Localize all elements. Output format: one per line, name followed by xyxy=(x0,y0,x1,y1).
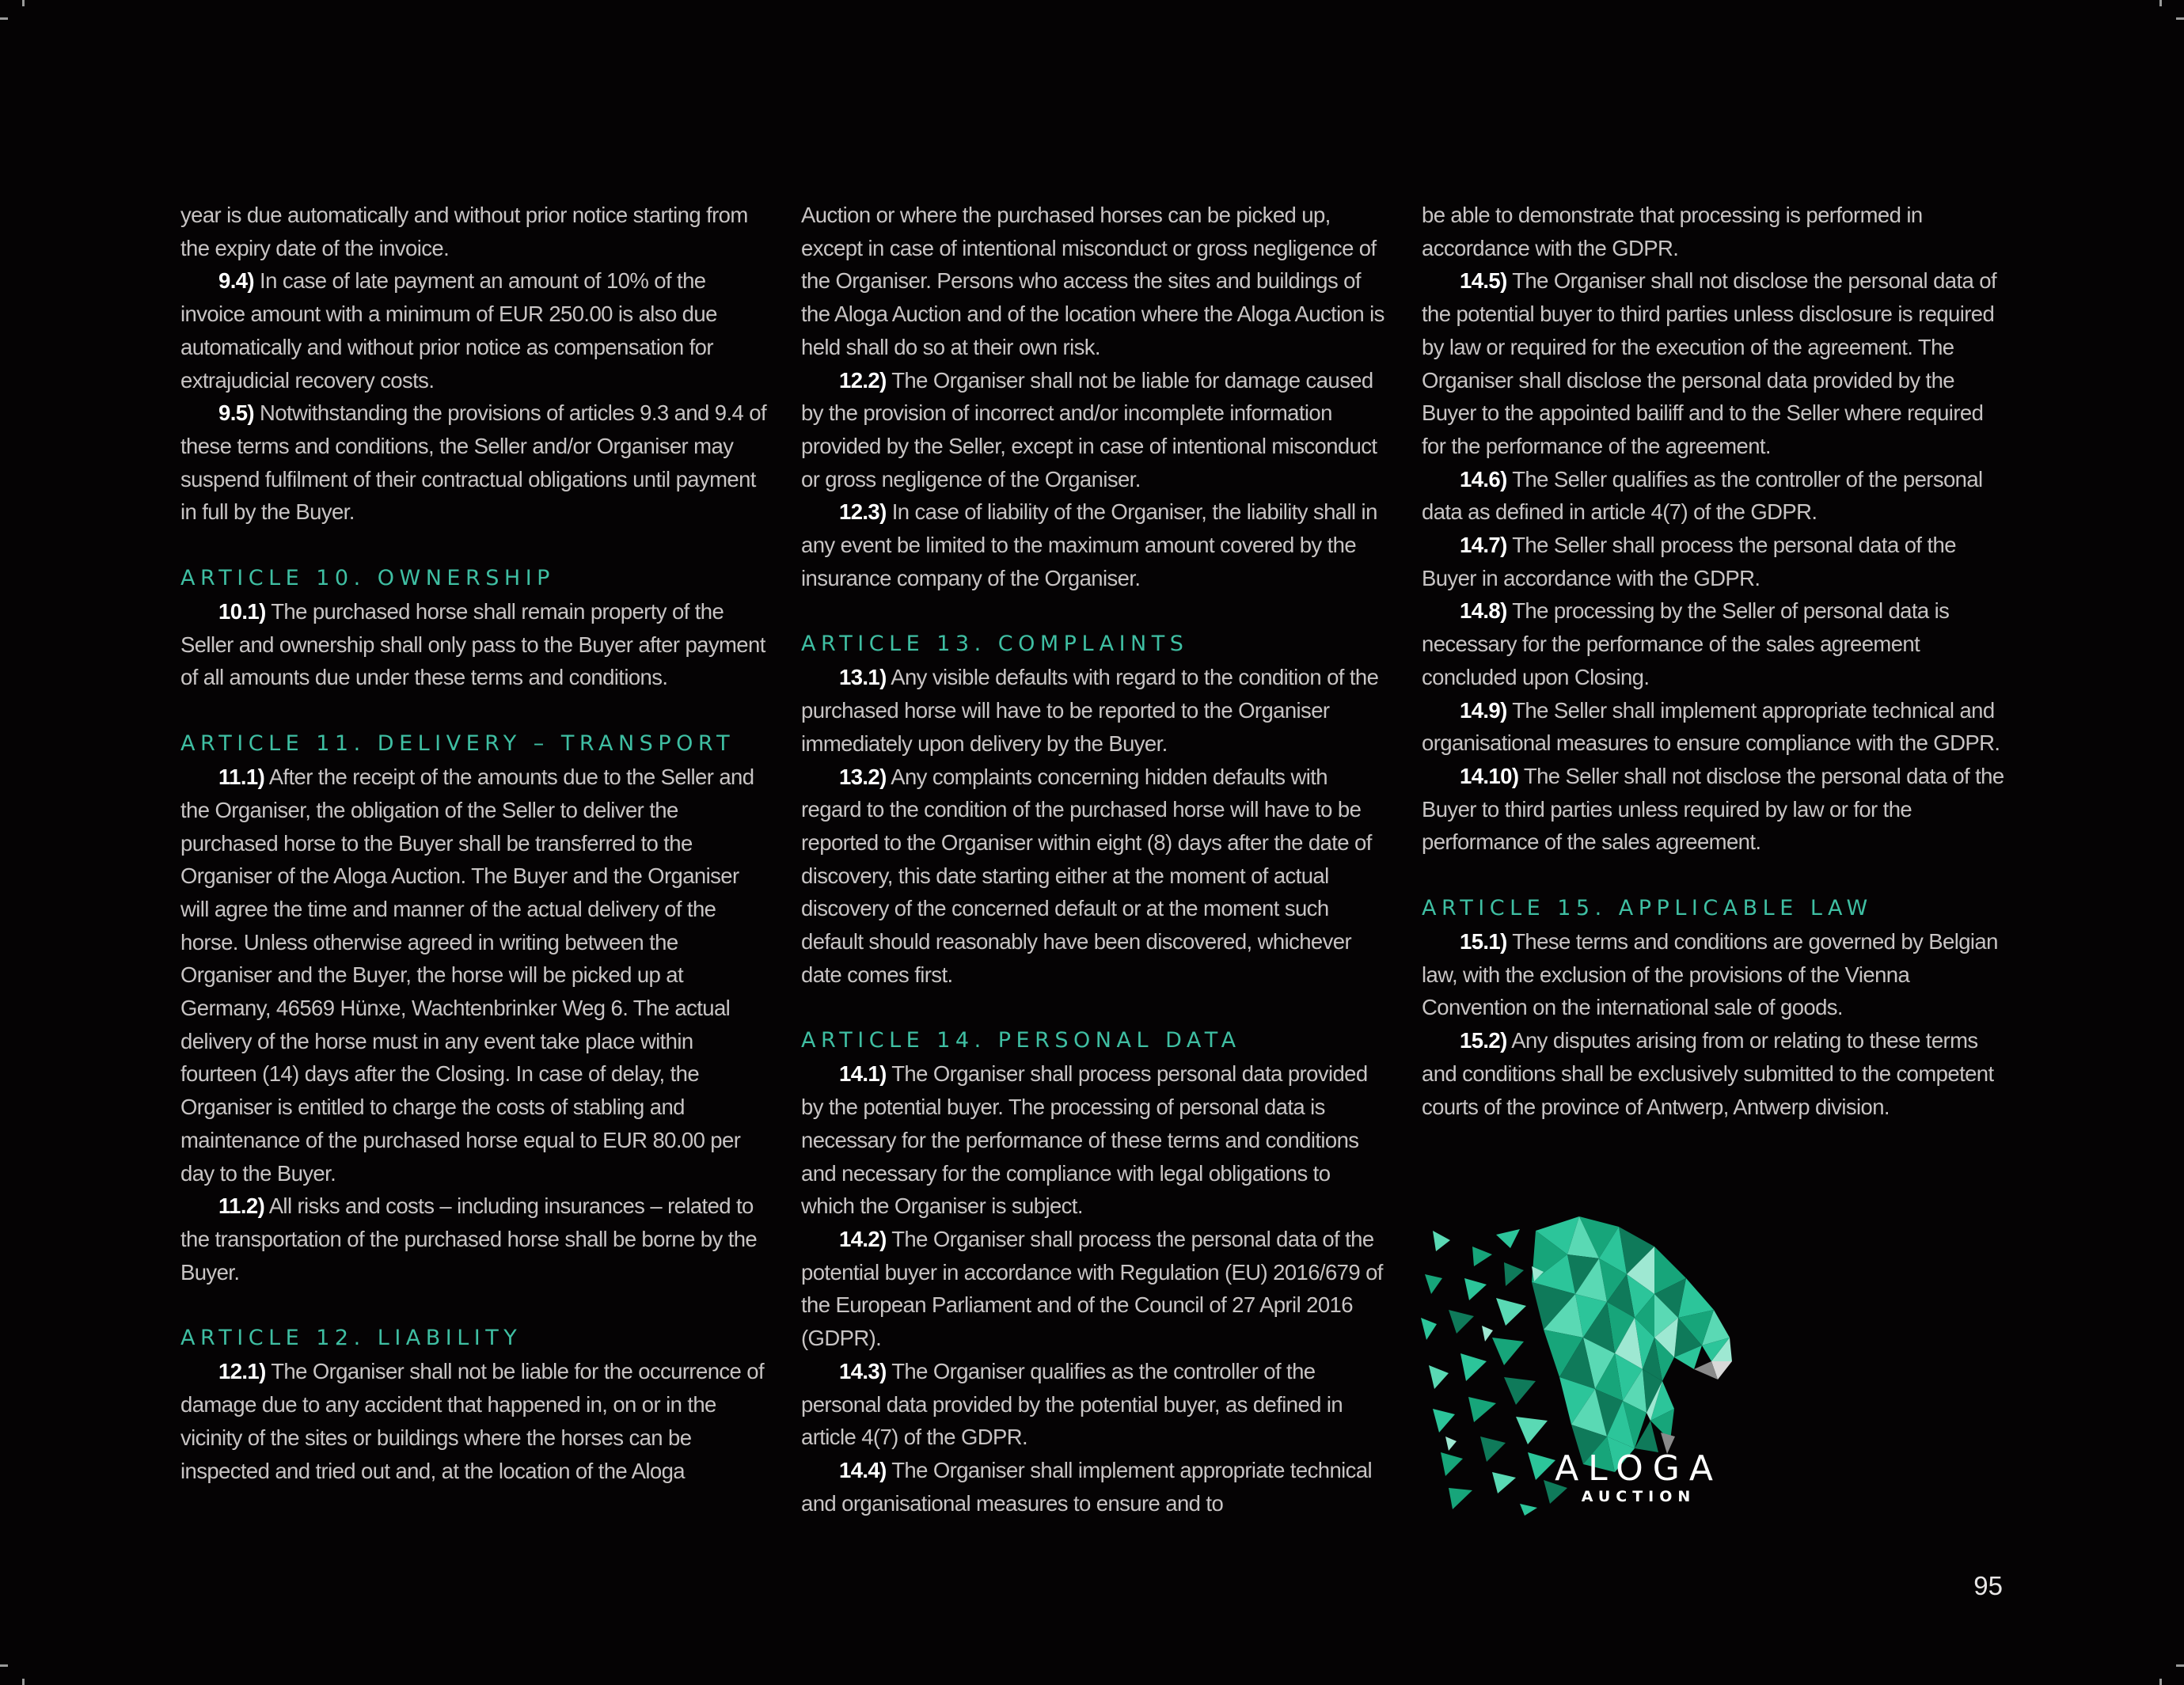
heading-article-13: ARTICLE 13. COMPLAINTS xyxy=(801,632,1189,657)
clause-number: 14.6) xyxy=(1460,466,1507,491)
clause-number: 14.9) xyxy=(1460,697,1507,723)
clause-text: The Seller shall process the personal data of the Buyer in accordance with the GDPR. xyxy=(1422,533,1956,590)
paragraph-9-4 xyxy=(180,264,766,397)
page-number: 95 xyxy=(1973,1571,2003,1600)
brand-logo xyxy=(1544,1450,1734,1505)
paragraph-13-1 xyxy=(801,661,1387,760)
paragraph-14-1 xyxy=(801,1057,1387,1223)
heading-article-14: ARTICLE 14. PERSONAL DATA xyxy=(801,1028,1241,1053)
clause-text: These terms and conditions are governed by Belgian law, with the exclusion of the provisions of the Vienna Convention on the international sale of goods. xyxy=(1422,929,1998,1020)
text-column-middle xyxy=(801,199,1387,1520)
clause-text: The Seller shall not disclose the personal data of the Buyer to third parties unless required by law or for the performance of the sales agreement. xyxy=(1422,763,2004,855)
paragraph-12-3 xyxy=(801,495,1387,594)
crop-mark xyxy=(2159,0,2162,6)
text-column-left xyxy=(180,199,766,1487)
paragraph-9-3-continued: year is due automatically and without prior notice starting from the expiry date of the invoice. xyxy=(180,203,748,260)
clause-text: After the receipt of the amounts due to the Seller and the Organiser, the obligation of the Seller to deliver the purchased horse to the Buyer shall be transferred to the Organiser of the Aloga Auction. The Buyer and the Organiser will agree the time and manner of the actual delivery of the horse. Unless otherwise agreed in writing between the Organiser and the Buyer, the horse will be picked up at Germany, 46569 Hünxe, Wachtenbrinker Weg 6. The actual delivery of the horse must in any event take place within fourteen (14) days after the Closing. In case of delay, the Organiser is entitled to charge the costs of stabling and maintenance of the purchased horse equal to EUR 80.00 per day to the Buyer. xyxy=(180,765,754,1186)
clause-number: 10.1) xyxy=(218,599,266,624)
heading-article-10: ARTICLE 10. OWNERSHIP xyxy=(180,566,555,591)
clause-number: 11.1) xyxy=(218,765,265,790)
crop-mark xyxy=(2176,1664,2184,1667)
paragraph-15-2 xyxy=(1422,1024,2007,1123)
crop-mark xyxy=(22,0,25,6)
clause-number: 15.1) xyxy=(1460,929,1507,954)
clause-text: The Organiser shall implement appropriate technical and organisational measures to ensure and to xyxy=(801,1457,1373,1516)
crop-mark xyxy=(0,1664,8,1667)
clause-number: 14.3) xyxy=(839,1358,887,1383)
paragraph-14-10 xyxy=(1422,760,2007,859)
clause-number: 15.2) xyxy=(1460,1028,1507,1053)
brand-subtitle: AUCTION xyxy=(1581,1488,1696,1505)
clause-text: The Organiser qualifies as the controller of the personal data provided by the potential buyer, as defined in article 4(7) of the GDPR. xyxy=(801,1358,1343,1450)
paragraph-14-4-continued: be able to demonstrate that processing is performed in accordance with the GDPR. xyxy=(1422,203,1923,260)
clause-text: The Organiser shall not be liable for the occurrence of damage due to any accident that happened in, on or in the vicinity of the sites or buildings where the horses can be inspected and tried out and, at the location of the Aloga xyxy=(180,1359,765,1483)
clause-text: The Organiser shall process the personal data of the potential buyer in accordance with Regulation (EU) 2016/679 of the European Parliament and of the Council of 27 April 2016 (GDPR). xyxy=(801,1226,1383,1351)
clause-text: The Organiser shall not be liable for damage caused by the provision of incorrect and/or incomplete information provided by the Seller, except in case of intentional misconduct or gross negligence of the Organiser. xyxy=(801,367,1377,491)
clause-number: 14.10) xyxy=(1460,763,1519,788)
paragraph-14-4 xyxy=(801,1454,1387,1520)
clause-text: Any complaints concerning hidden defaults with regard to the condition of the purchased horse will have to be reported to the Organiser within eight (8) days after the date of discovery, this date starting either at the moment of actual discovery of the concerned default or at the moment such default should reasonably have been discovered, whichever date comes first. xyxy=(801,764,1372,987)
clause-number: 12.2) xyxy=(839,367,887,393)
crop-mark xyxy=(0,17,8,20)
paragraph-12-1-continued: Auction or where the purchased horses can be picked up, except in case of intentional misconduct or gross negligence of the Organiser. Persons who access the sites and buildings of the Aloga Auction and of the location where the Aloga Auction is held shall do so at their own risk. xyxy=(801,203,1384,359)
heading-article-15: ARTICLE 15. APPLICABLE LAW xyxy=(1422,896,1873,921)
paragraph-14-5 xyxy=(1422,264,2007,462)
paragraph-11-1 xyxy=(180,761,766,1190)
clause-text: Any visible defaults with regard to the condition of the purchased horse will have to be reported to the Organiser immediately upon delivery by the Buyer. xyxy=(801,665,1379,756)
clause-text: The purchased horse shall remain property of the Seller and ownership shall only pass to the Buyer after payment of all amounts due under these terms and conditions. xyxy=(180,599,765,690)
clause-text: All risks and costs – including insurances – related to the transportation of the purchased horse shall be borne by the Buyer. xyxy=(180,1194,758,1285)
clause-number: 14.2) xyxy=(839,1226,887,1251)
paragraph-14-8 xyxy=(1422,594,2007,693)
clause-number: 9.4) xyxy=(218,268,254,294)
crop-mark xyxy=(22,1679,25,1685)
clause-number: 13.1) xyxy=(839,665,887,690)
clause-number: 12.3) xyxy=(839,499,887,525)
clause-text: The Organiser shall process personal data provided by the potential buyer. The processing of personal data is necessary for the performance of these terms and conditions and necessary for the compliance with legal obligations to which the Organiser is subject. xyxy=(801,1061,1368,1219)
clause-text: The Organiser shall not disclose the personal data of the potential buyer to third parties unless disclosure is required by law or required for the execution of the agreement. The Organiser shall disclose the personal data provided by the Buyer to the appointed bailiff and to the Seller where required for the performance of the agreement. xyxy=(1422,268,1996,458)
clause-text: The processing by the Seller of personal data is necessary for the performance of the sales agreement concluded upon Closing. xyxy=(1422,598,1950,689)
paragraph-15-1 xyxy=(1422,925,2007,1024)
clause-text: Notwithstanding the provisions of articles 9.3 and 9.4 of these terms and conditions, the Seller and/or Organiser may suspend fulfilment of their contractual obligations until payment in full by the Buyer. xyxy=(180,400,766,525)
clause-text: The Seller shall implement appropriate technical and organisational measures to ensure compliance with the GDPR. xyxy=(1422,697,2000,756)
paragraph-9-5 xyxy=(180,397,766,529)
clause-number: 14.4) xyxy=(839,1457,887,1482)
clause-number: 14.1) xyxy=(839,1061,887,1087)
clause-number: 13.2) xyxy=(839,764,887,789)
clause-text: The Seller qualifies as the controller of the personal data as defined in article 4(7) of the GDPR. xyxy=(1422,466,1983,525)
clause-number: 12.1) xyxy=(218,1359,266,1384)
clause-number: 14.5) xyxy=(1460,268,1507,294)
paragraph-14-9 xyxy=(1422,694,2007,760)
paragraph-14-3 xyxy=(801,1355,1387,1454)
clause-text: In case of liability of the Organiser, the liability shall in any event be limited to the maximum amount covered by the insurance company of the Organiser. xyxy=(801,499,1377,590)
brand-name: ALOGA xyxy=(1555,1448,1723,1489)
paragraph-11-2 xyxy=(180,1190,766,1288)
clause-text: Any disputes arising from or relating to these terms and conditions shall be exclusively submitted to the competent courts of the province of Antwerp, Antwerp division. xyxy=(1422,1028,1994,1119)
clause-number: 9.5) xyxy=(218,400,254,426)
paragraph-13-2 xyxy=(801,761,1387,992)
paragraph-12-1 xyxy=(180,1355,766,1487)
clause-number: 11.2) xyxy=(218,1194,265,1219)
clause-number: 14.8) xyxy=(1460,598,1507,624)
paragraph-14-6 xyxy=(1422,463,2007,529)
crop-mark xyxy=(2159,1679,2162,1685)
clause-text: In case of late payment an amount of 10% of the invoice amount with a minimum of EUR 250.00 is also due automatically and without prior notice as compensation for extrajudicial recovery costs. xyxy=(180,268,717,393)
paragraph-12-2 xyxy=(801,364,1387,496)
heading-article-12: ARTICLE 12. LIABILITY xyxy=(180,1326,522,1351)
heading-article-11: ARTICLE 11. DELIVERY – TRANSPORT xyxy=(180,731,735,757)
crop-mark xyxy=(2176,17,2184,20)
paragraph-14-7 xyxy=(1422,529,2007,594)
paragraph-10-1 xyxy=(180,595,766,694)
text-column-right xyxy=(1422,199,2007,1123)
clause-number: 14.7) xyxy=(1460,533,1507,558)
paragraph-14-2 xyxy=(801,1223,1387,1355)
